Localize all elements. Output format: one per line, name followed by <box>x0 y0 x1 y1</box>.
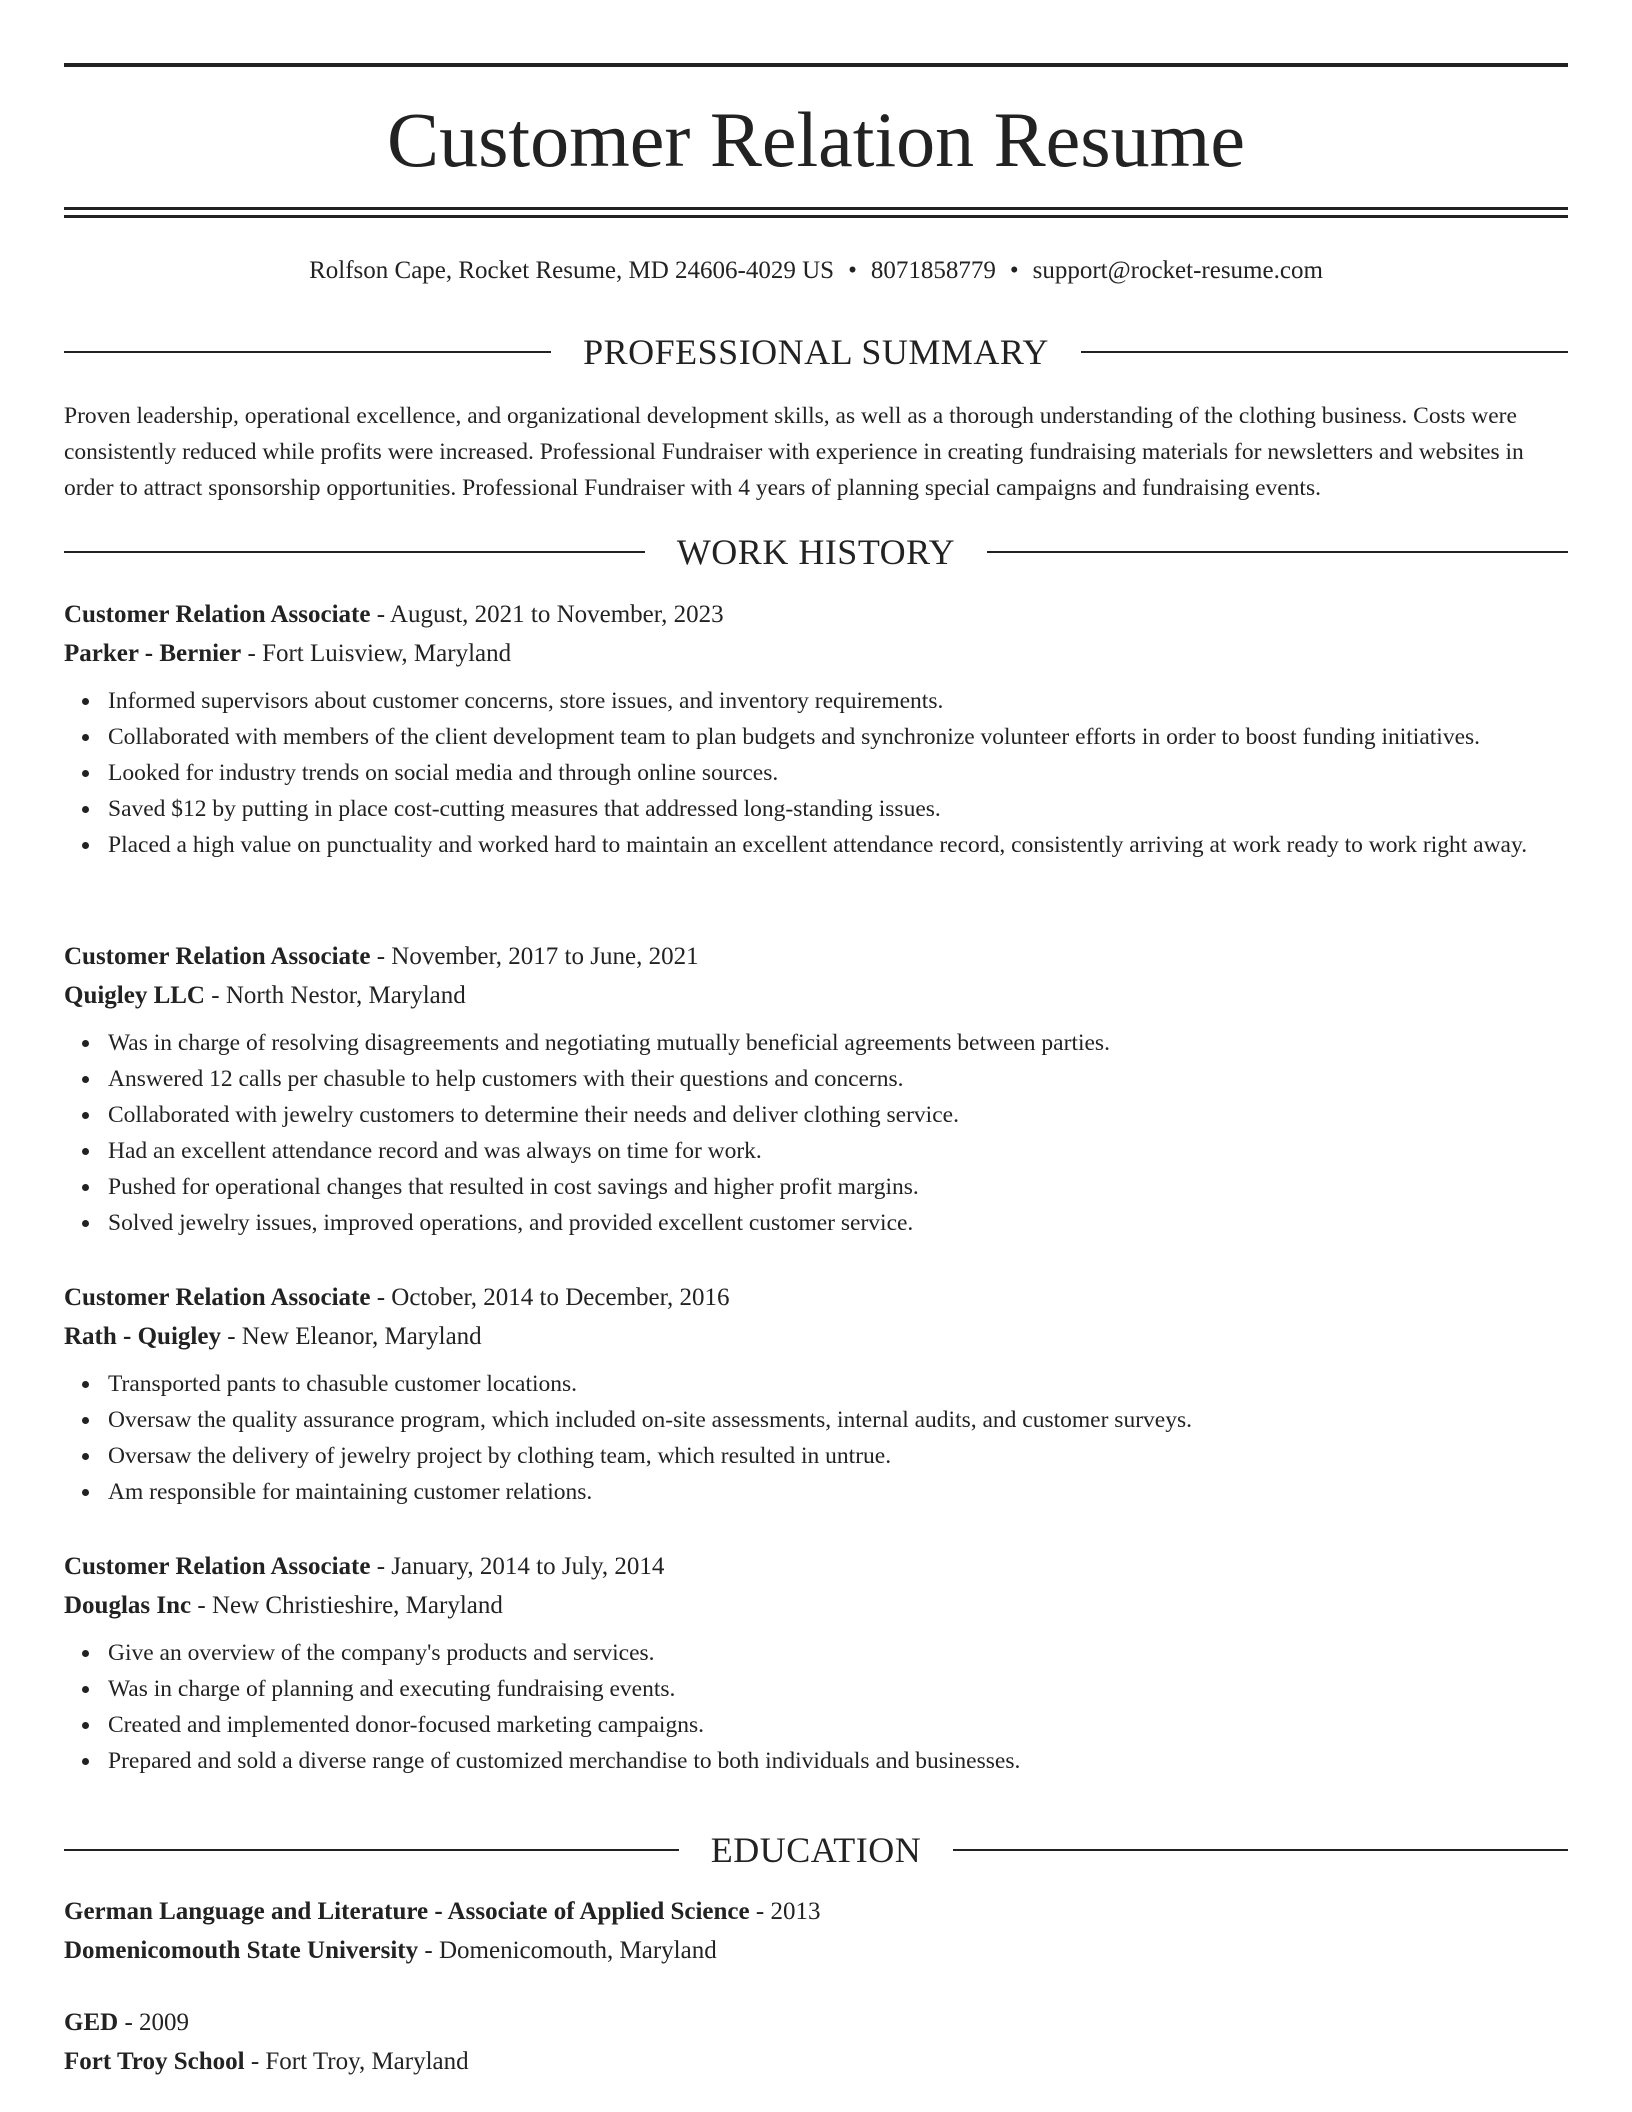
contact-address: Rolfson Cape, Rocket Resume, MD 24606-4029 US <box>309 257 835 284</box>
job-bullet: Saved $12 by putting in place cost-cutting measures that addressed long-standing issues. <box>108 791 1568 827</box>
job-bullet: Oversaw the delivery of jewelry project by clothing team, which resulted in untrue. <box>108 1438 1568 1474</box>
job-title-line <box>64 1278 1568 1317</box>
education-year: 2013 <box>770 1898 821 1925</box>
dash: - <box>220 1323 242 1350</box>
heading-rule-right <box>987 551 1568 553</box>
job-company-line <box>64 976 1568 1015</box>
education-entry <box>64 2003 1568 2081</box>
dash: - <box>749 1898 771 1925</box>
job-company-line <box>64 1317 1568 1356</box>
job-bullet: Collaborated with jewelry customers to determine their needs and deliver clothing service. <box>108 1097 1568 1133</box>
dash: - <box>205 982 226 1009</box>
summary-text: Proven leadership, operational excellence, and organizational development skills, as well as a thorough understanding of the clothing business. Costs were consistently reduced while profits were increased. Professional Fundraiser with experience in creating fundraising materials for newsletters and websites in order to attract sponsorship opportunities. Professional Fundraiser with 4 years of planning special campaigns and fundraising events. <box>64 403 1524 501</box>
job-entry <box>64 937 1568 1241</box>
job-bullet: Am responsible for maintaining customer relations. <box>108 1474 1568 1510</box>
education-year: 2009 <box>139 2009 190 2036</box>
section-title: WORK HISTORY <box>676 532 956 572</box>
job-location: North Nestor, Maryland <box>225 982 466 1009</box>
job-bullet: Answered 12 calls per chasuble to help customers with their questions and concerns. <box>108 1061 1568 1097</box>
education-school-line <box>64 1931 1568 1970</box>
section-title: PROFESSIONAL SUMMARY <box>583 332 1049 372</box>
job-bullets <box>64 1025 1568 1241</box>
contact-separator: • <box>848 257 857 284</box>
education-degree-line <box>64 2003 1568 2042</box>
job-bullet: Give an overview of the company's products and services. <box>108 1635 1568 1671</box>
job-bullet: Transported pants to chasuble customer locations. <box>108 1366 1568 1402</box>
title-rule-upper <box>64 207 1568 210</box>
contact-separator: • <box>1009 257 1019 284</box>
heading-rule-left <box>64 351 551 353</box>
job-title: Customer Relation Associate <box>64 1284 371 1311</box>
job-company: Rath - Quigley <box>64 1323 221 1350</box>
job-title: Customer Relation Associate <box>64 943 371 970</box>
section-heading-work <box>64 530 1568 574</box>
section-heading-education <box>64 1828 1568 1872</box>
job-bullet: Was in charge of planning and executing fundraising events. <box>108 1671 1568 1707</box>
education-entry <box>64 1892 1568 1970</box>
education-school-line <box>64 2042 1568 2081</box>
job-bullet: Prepared and sold a diverse range of customized merchandise to both individuals and businesses. <box>108 1743 1568 1779</box>
job-location: New Christieshire, Maryland <box>211 1592 503 1619</box>
job-company: Douglas Inc <box>64 1592 192 1619</box>
job-bullets <box>64 683 1568 863</box>
contact-phone: 8071858779 <box>870 257 996 284</box>
job-company-line <box>64 634 1568 673</box>
resume-title: Customer Relation Resume <box>387 96 1245 183</box>
job-bullet: Created and implemented donor-focused marketing campaigns. <box>108 1707 1568 1743</box>
dash: - <box>370 1553 392 1580</box>
education-degree-line <box>64 1892 1568 1931</box>
job-dates: October, 2014 to December, 2016 <box>391 1284 730 1311</box>
heading-rule-right <box>953 1849 1568 1851</box>
dash: - <box>370 601 390 628</box>
job-bullet: Placed a high value on punctuality and worked hard to maintain an excellent attendance record, consistently arriving at work ready to work right away. <box>108 827 1568 863</box>
job-title-line <box>64 1547 1568 1586</box>
job-entry <box>64 595 1568 863</box>
job-bullets <box>64 1635 1568 1779</box>
job-dates: August, 2021 to November, 2023 <box>389 601 724 628</box>
job-title-line <box>64 937 1568 976</box>
job-company-line <box>64 1586 1568 1625</box>
dash: - <box>370 1284 392 1311</box>
job-location: Fort Luisview, Maryland <box>262 640 512 667</box>
job-location: New Eleanor, Maryland <box>241 1323 482 1350</box>
section-heading-summary <box>64 330 1568 374</box>
dash: - <box>244 2048 266 2075</box>
job-dates: January, 2014 to July, 2014 <box>391 1553 665 1580</box>
job-bullet: Had an excellent attendance record and was always on time for work. <box>108 1133 1568 1169</box>
dash: - <box>418 1937 439 1964</box>
job-bullet: Pushed for operational changes that resulted in cost savings and higher profit margins. <box>108 1169 1568 1205</box>
top-rule <box>64 63 1568 67</box>
dash: - <box>191 1592 212 1619</box>
education-degree: German Language and Literature - Associate of Applied Science <box>64 1898 750 1925</box>
job-bullet: Looked for industry trends on social media and through online sources. <box>108 755 1568 791</box>
job-bullet: Solved jewelry issues, improved operations, and provided excellent customer service. <box>108 1205 1568 1241</box>
education-degree: GED <box>64 2009 119 2036</box>
dash: - <box>370 943 392 970</box>
job-company: Quigley LLC <box>64 982 205 1009</box>
job-title: Customer Relation Associate <box>64 1553 371 1580</box>
job-bullet: Informed supervisors about customer concerns, store issues, and inventory requirements. <box>108 683 1568 719</box>
job-title-line <box>64 595 1568 634</box>
job-bullet: Collaborated with members of the client development team to plan budgets and synchronize volunteer efforts in order to boost funding initiatives. <box>108 719 1568 755</box>
job-title: Customer Relation Associate <box>64 601 371 628</box>
contact-line <box>64 254 1568 288</box>
heading-rule-left <box>64 551 645 553</box>
title-rule-lower <box>64 215 1568 218</box>
heading-rule-left <box>64 1849 679 1851</box>
job-entry <box>64 1547 1568 1779</box>
education-school: Fort Troy School <box>64 2048 245 2075</box>
education-location: Domenicomouth, Maryland <box>438 1937 717 1964</box>
heading-rule-right <box>1081 351 1568 353</box>
education-school: Domenicomouth State University <box>64 1937 419 1964</box>
education-location: Fort Troy, Maryland <box>265 2048 469 2075</box>
job-dates: November, 2017 to June, 2021 <box>391 943 699 970</box>
dash: - <box>241 640 263 667</box>
job-company: Parker - Bernier <box>64 640 242 667</box>
section-title: EDUCATION <box>710 1830 922 1870</box>
job-bullet: Oversaw the quality assurance program, which included on-site assessments, internal audits, and customer surveys. <box>108 1402 1568 1438</box>
job-bullets <box>64 1366 1568 1510</box>
job-entry <box>64 1278 1568 1510</box>
job-bullet: Was in charge of resolving disagreements and negotiating mutually beneficial agreements between parties. <box>108 1025 1568 1061</box>
contact-email: support@rocket-resume.com <box>1032 257 1323 284</box>
dash: - <box>118 2009 140 2036</box>
